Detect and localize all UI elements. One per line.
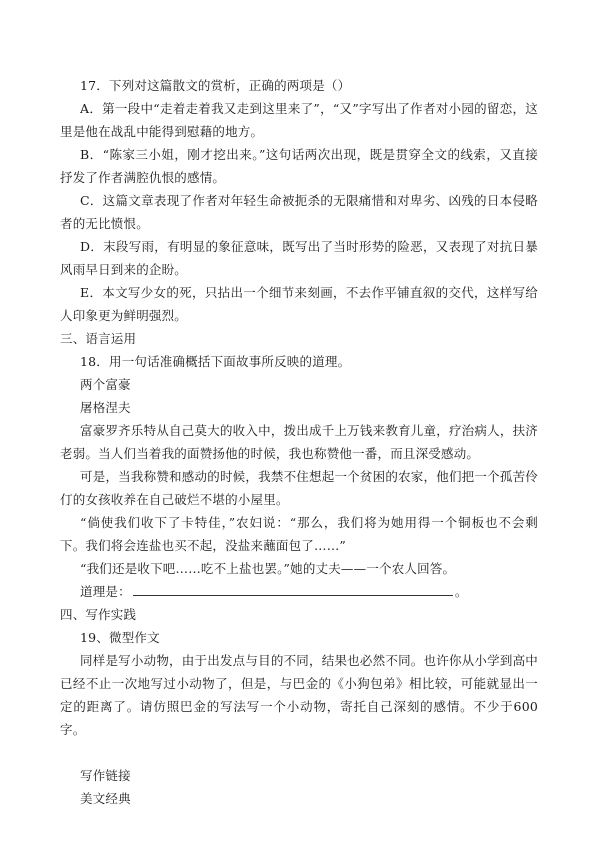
writing-link-label: 写作链接 [80,768,131,783]
story-paragraph-1: 富豪罗齐乐特从自己莫大的收入中，拨出成千上万钱来教育儿童，疗治病人，扶济老弱。当人们当着我的面赞扬他的时候，我也称赞他一番，而且深受感动。 [60,423,538,461]
q17-stem: 17．下列对这篇散文的赏析，正确的两项是（） [80,78,351,93]
section4-title: 四、写作实践 [60,607,137,622]
story-title: 两个富豪 [80,377,131,392]
q17-option-a: A．第一段中“走着走着我又走到这里来了”，“又”字写出了作者对小园的留恋，这里是他在战乱中能得到慰藉的地方。 [60,101,538,139]
story-paragraph-3: “倘使我们收下了卡特佳，”农妇说：“那么，我们将为她用得一个铜板也不会剩下。我们将会连盐也买不起，没盐来蘸面包了……” [60,515,538,553]
story-paragraph-4: “我们还是收下吧……吃不上盐也罢。”她的丈夫——一个农人回答。 [80,561,456,576]
answer-row [60,580,538,603]
classic-essay-label: 美文经典 [80,791,131,806]
answer-end: 。 [454,584,468,599]
q17-option-b: B．“陈家三小姐，刚才挖出来。”这句话两次出现，既是贯穿全文的线索，又直接抒发了作者满腔仇恨的感情。 [60,147,538,185]
section3-title: 三、语言运用 [60,331,137,346]
q19-body: 同样是写小动物，由于出发点与目的不同，结果也必然不同。也许你从小学到高中已经不止一次地写过小动物了，但是，与巴金的《小狗包弟》相比较，可能就显出一定的距离了。请仿照巴金的写法写一个小动物，寄托自己深刻的感情。不少于600字。 [60,653,538,737]
q19-stem: 19、微型作文 [80,630,160,645]
q18-stem: 18．用一句话准确概括下面故事所反映的道理。 [80,354,351,369]
spacer [60,741,538,764]
document-body [60,74,538,810]
answer-label: 道理是： [80,584,131,599]
q17-option-d: D．末段写雨，有明显的象征意味，既写出了当时形势的险恶，又表现了对抗日暴风雨早日到来的企盼。 [60,239,538,277]
story-paragraph-2: 可是，当我称赞和感动的时候，我禁不住想起一个贫困的农家，他们把一个孤苦伶仃的女孩收养在自己破烂不堪的小屋里。 [60,469,538,507]
q17-option-e: E．本文写少女的死，只拈出一个细节来刻画，不去作平铺直叙的交代，这样写给人印象更为鲜明强烈。 [60,285,538,323]
q17-option-c: C．这篇文章表现了作者对年轻生命被扼杀的无限痛惜和对卑劣、凶残的日本侵略者的无比愤恨。 [60,193,538,231]
story-author: 屠格涅夫 [80,400,131,415]
answer-blank[interactable] [133,581,453,596]
